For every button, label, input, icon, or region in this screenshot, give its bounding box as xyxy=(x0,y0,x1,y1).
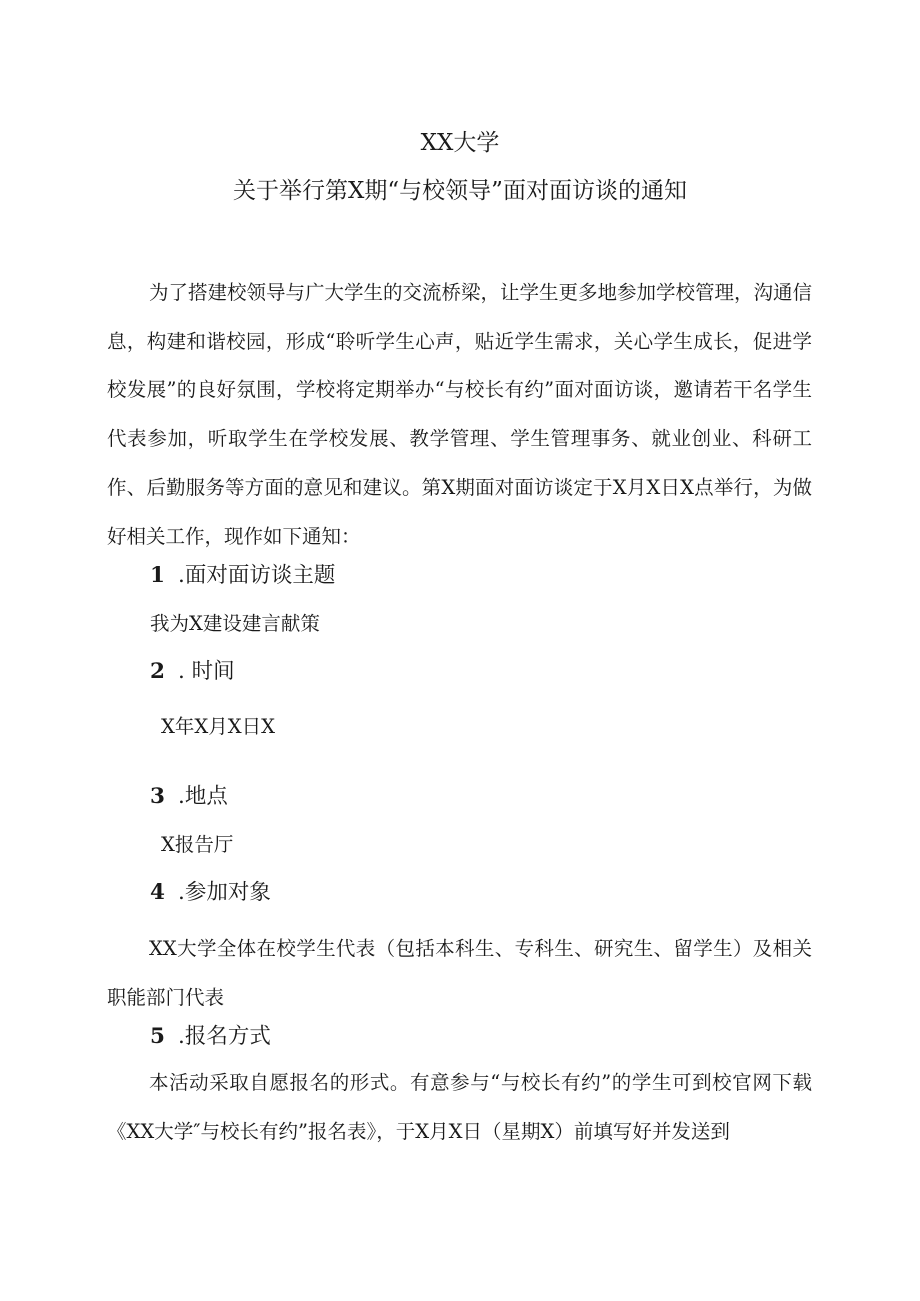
document-title: XX大学 xyxy=(420,130,500,156)
section-number-1: 1 xyxy=(150,563,165,588)
section-number-4: 4 xyxy=(150,880,165,905)
section-heading-5 xyxy=(150,1022,271,1052)
section-content-3: X报告厅 xyxy=(161,833,234,856)
section-title-3: .地点 xyxy=(178,784,228,809)
section-content-5: 本活动采取自愿报名的形式。有意参与“与校长有约”的学生可到校官网下载《XX大学″与校长有约”报名表》，于X月X日（星期X）前填写好并发送到 xyxy=(107,1071,812,1143)
section-content-4: XX大学全体在校学生代表（包括本科生、专科生、研究生、留学生）及相关职能部门代表 xyxy=(107,937,812,1009)
section-title-2: . 时间 xyxy=(178,659,235,684)
section-heading-3 xyxy=(150,782,228,812)
section-number-5: 5 xyxy=(150,1024,165,1049)
section-number-2: 2 xyxy=(150,659,165,684)
section-heading-2 xyxy=(150,657,235,687)
section-heading-1 xyxy=(150,561,335,591)
intro-paragraph: 为了搭建校领导与广大学生的交流桥梁，让学生更多地参加学校管理，沟通信息，构建和谐校园，形成“聆听学生心声，贴近学生需求，关心学生成长，促进学校发展”的良好氛围，学校将定期举办“与校长有约”面对面访谈，邀请若干名学生代表参加，听取学生在学校发展、教学管理、学生管理事务、就业创业、科研工作、后勤服务等方面的意见和建议。第X期面对面访谈定于X月X日X点举行，为做好相关工作，现作如下通知： xyxy=(107,281,813,548)
section-title-4: .参加对象 xyxy=(178,880,271,905)
section-content-1: 我为X建设建言献策 xyxy=(150,612,320,635)
section-number-3: 3 xyxy=(150,784,165,809)
document-subtitle: 关于举行第X期“与校领导”面对面访谈的通知 xyxy=(233,178,687,204)
section-content-2: X年X月X日X xyxy=(161,715,276,738)
section-heading-4 xyxy=(150,878,271,908)
section-title-1: .面对面访谈主题 xyxy=(178,563,336,588)
section-title-5: .报名方式 xyxy=(178,1024,271,1049)
